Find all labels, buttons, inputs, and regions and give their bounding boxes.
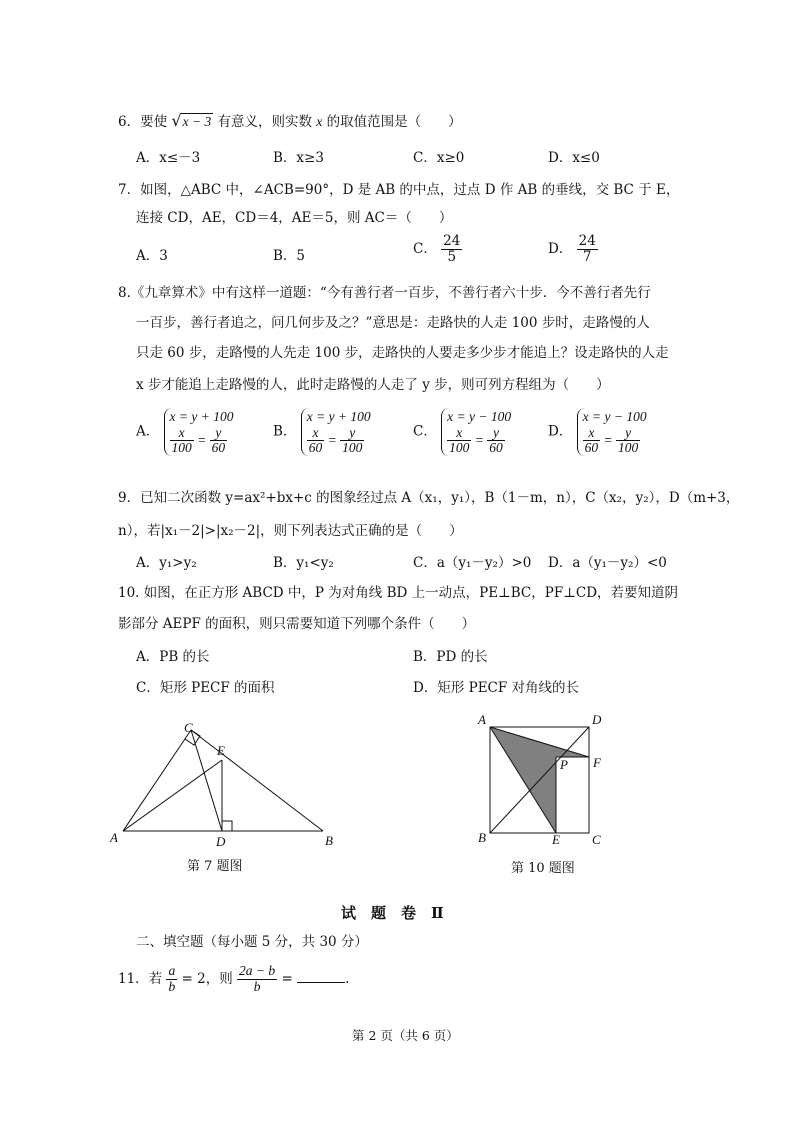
q7-line2: 连接 CD，AE，CD＝4，AE＝5，则 AC＝（ ） bbox=[136, 210, 453, 226]
q6-radicand: x − 3 bbox=[182, 114, 212, 129]
q8-option-b-eq1: x = y + 100 bbox=[306, 409, 371, 424]
q10-option-b: B．PD 的长 bbox=[413, 649, 488, 665]
fig10-label-c: C bbox=[592, 832, 601, 847]
q11-den: b bbox=[253, 978, 261, 994]
q8-option-a-den1: 100 bbox=[171, 440, 192, 456]
q8-option-b-num2: y bbox=[340, 426, 364, 442]
figure7-caption: 第 7 题图 bbox=[187, 859, 243, 874]
q7-option-d-num: 24 bbox=[578, 233, 596, 249]
q7-option-c-num: 24 bbox=[443, 233, 461, 249]
q8-option-c-label: C． bbox=[413, 423, 437, 440]
q11-frac-a: a bbox=[168, 963, 176, 978]
q8-option-a-num1: x bbox=[170, 426, 194, 442]
q8-option-c bbox=[413, 408, 511, 456]
q10-line2: 影部分 AEPF 的面积，则只需要知道下列哪个条件（ ） bbox=[118, 616, 476, 632]
q8-option-d-label: D． bbox=[548, 423, 573, 440]
fig10-label-a: A bbox=[478, 712, 486, 727]
q8-option-a-eq: = bbox=[197, 431, 207, 447]
q8-line4: x 步才能追上走路慢的人，此时走路慢的人走了 y 步，则可列方程组为（ ） bbox=[136, 377, 610, 393]
q11-eq2: = bbox=[281, 970, 293, 987]
fig10-label-b: B bbox=[478, 830, 486, 845]
figure10-caption: 第 10 题图 bbox=[511, 861, 575, 876]
q8-option-d-eq: = bbox=[603, 431, 613, 447]
q7-line1: 7．如图，△ABC 中，∠ACB=90°，D 是 AB 的中点，过点 D 作 AB 的垂线，交 BC 于 E， bbox=[118, 182, 680, 198]
q9-line2: n），若|x₁－2|>|x₂－2|，则下列表达式正确的是（ ） bbox=[118, 523, 463, 539]
fig7-label-d: D bbox=[216, 834, 226, 849]
q6-option-b: B．x≥3 bbox=[273, 150, 324, 166]
q8-option-b-label: B． bbox=[273, 423, 297, 440]
q7-option-c-label: C． bbox=[413, 240, 437, 257]
q8-option-c-eq: = bbox=[474, 431, 484, 447]
q8-option-b-den1: 60 bbox=[308, 440, 323, 456]
q11-frac-b: b bbox=[168, 978, 176, 994]
fig7-label-a: A bbox=[110, 830, 118, 845]
q7-option-d-den: 7 bbox=[582, 248, 592, 265]
q8-line1: 8.《九章算术》中有这样一道题：“今有善行者一百步，不善行者六十步．今不善行者先行 bbox=[118, 285, 651, 301]
q6-suffix2: 的取值范围是（ ） bbox=[326, 114, 462, 130]
q6-prefix: 6．要使 bbox=[118, 114, 168, 130]
fig10-label-f: F bbox=[593, 755, 601, 770]
q8-option-d-den2: 100 bbox=[618, 440, 639, 456]
fig7-label-c: C bbox=[184, 720, 193, 735]
q11-prefix: 11．若 bbox=[118, 970, 163, 987]
q8-line2: 一百步，善行者追之，问几何步及之？”意思是：走路快的人走 100 步时，走路慢的人 bbox=[136, 315, 650, 331]
q9-option-c: C．a（y₁－y₂）>0 bbox=[413, 555, 532, 571]
q9-line1: 9．已知二次函数 y=ax²+bx+c 的图象经过点 A（x₁，y₁），B（1－m，n），C（x₂，y₂），D（m+3， bbox=[118, 490, 740, 506]
q8-option-c-den2: 60 bbox=[489, 440, 503, 456]
page-footer: 第 2 页（共 6 页） bbox=[352, 1028, 459, 1043]
q8-option-b-den2: 100 bbox=[342, 440, 363, 456]
q8-option-b bbox=[273, 408, 371, 456]
fig10-label-d: D bbox=[592, 712, 602, 727]
q11-end: . bbox=[345, 970, 350, 987]
fig7-line-ac bbox=[123, 730, 191, 831]
q6-option-d: D．x≤0 bbox=[548, 150, 600, 166]
q8-option-d bbox=[548, 408, 647, 456]
q10-option-d: D．矩形 PECF 对角线的长 bbox=[413, 680, 580, 696]
q8-option-d-eq1: x = y − 100 bbox=[582, 409, 647, 424]
q6-suffix: 有意义，则实数 bbox=[217, 114, 312, 130]
q8-option-c-eq1: x = y − 100 bbox=[447, 409, 512, 424]
q8-option-a-label: A． bbox=[136, 423, 160, 440]
q8-option-a-num2: y bbox=[210, 426, 228, 442]
section-subtitle: 二、填空题（每小题 5 分，共 30 分） bbox=[136, 934, 368, 950]
q8-option-c-num2: y bbox=[487, 426, 505, 442]
fig7-line-ae bbox=[123, 760, 222, 831]
fig7-label-e: E bbox=[217, 743, 225, 758]
fig10-label-p: P bbox=[560, 757, 568, 772]
q7-option-c-den: 5 bbox=[447, 248, 457, 265]
q10-option-c: C．矩形 PECF 的面积 bbox=[136, 680, 275, 696]
q11-answer-blank[interactable] bbox=[297, 982, 345, 983]
q7-option-d-label: D． bbox=[548, 240, 573, 257]
q6-option-c: C．x≥0 bbox=[413, 150, 465, 166]
q10-option-a: A．PB 的长 bbox=[136, 649, 210, 665]
q7-option-d bbox=[548, 234, 598, 265]
fig7-line-cb bbox=[191, 730, 323, 831]
q8-option-a-eq1: x = y + 100 bbox=[169, 409, 234, 424]
q8-option-d-num2: y bbox=[616, 426, 640, 442]
q8-option-c-den1: 100 bbox=[449, 440, 470, 456]
q11-eq: = 2，则 bbox=[181, 970, 233, 987]
fig10-label-e: E bbox=[552, 832, 560, 847]
section-title: 试 题 卷 Ⅱ bbox=[341, 904, 444, 922]
figure10-diagram bbox=[470, 708, 610, 850]
q6-var: x bbox=[316, 114, 323, 129]
q6-option-a: A．x≤－3 bbox=[136, 150, 201, 166]
q11-num: 2a − b bbox=[239, 963, 276, 978]
q8-option-b-eq: = bbox=[327, 431, 337, 447]
q8-option-a bbox=[136, 408, 234, 456]
q8-option-b-num1: x bbox=[307, 426, 325, 442]
q10-line1: 10. 如图，在正方形 ABCD 中，P 为对角线 BD 上一动点，PE⊥BC，PF⊥CD，若要知道阴 bbox=[118, 585, 679, 601]
fig7-label-b: B bbox=[325, 833, 333, 848]
q7-option-a: A．3 bbox=[136, 248, 168, 264]
figure7-diagram bbox=[108, 718, 348, 850]
q7-option-b: B．5 bbox=[273, 248, 306, 264]
q7-option-c bbox=[413, 234, 462, 265]
q9-option-b: B．y₁<y₂ bbox=[273, 555, 334, 571]
q8-option-c-num1: x bbox=[447, 426, 471, 442]
fig7-right-angle-d bbox=[222, 821, 232, 831]
q8-line3: 只走 60 步，走路慢的人先走 100 步，走路快的人要走多少步才能追上？设走路快的人走 bbox=[136, 345, 669, 361]
q6-stem: 6．要使 √x − 3 有意义，则实数 x 的取值范围是（ ） bbox=[118, 111, 462, 130]
q8-option-a-den2: 60 bbox=[211, 440, 226, 456]
q8-option-d-num1: x bbox=[583, 426, 601, 442]
q11 bbox=[118, 964, 349, 995]
q9-option-d: D．a（y₁－y₂）<0 bbox=[548, 555, 667, 571]
q9-option-a: A．y₁>y₂ bbox=[136, 555, 197, 571]
q8-option-d-den1: 60 bbox=[584, 440, 599, 456]
